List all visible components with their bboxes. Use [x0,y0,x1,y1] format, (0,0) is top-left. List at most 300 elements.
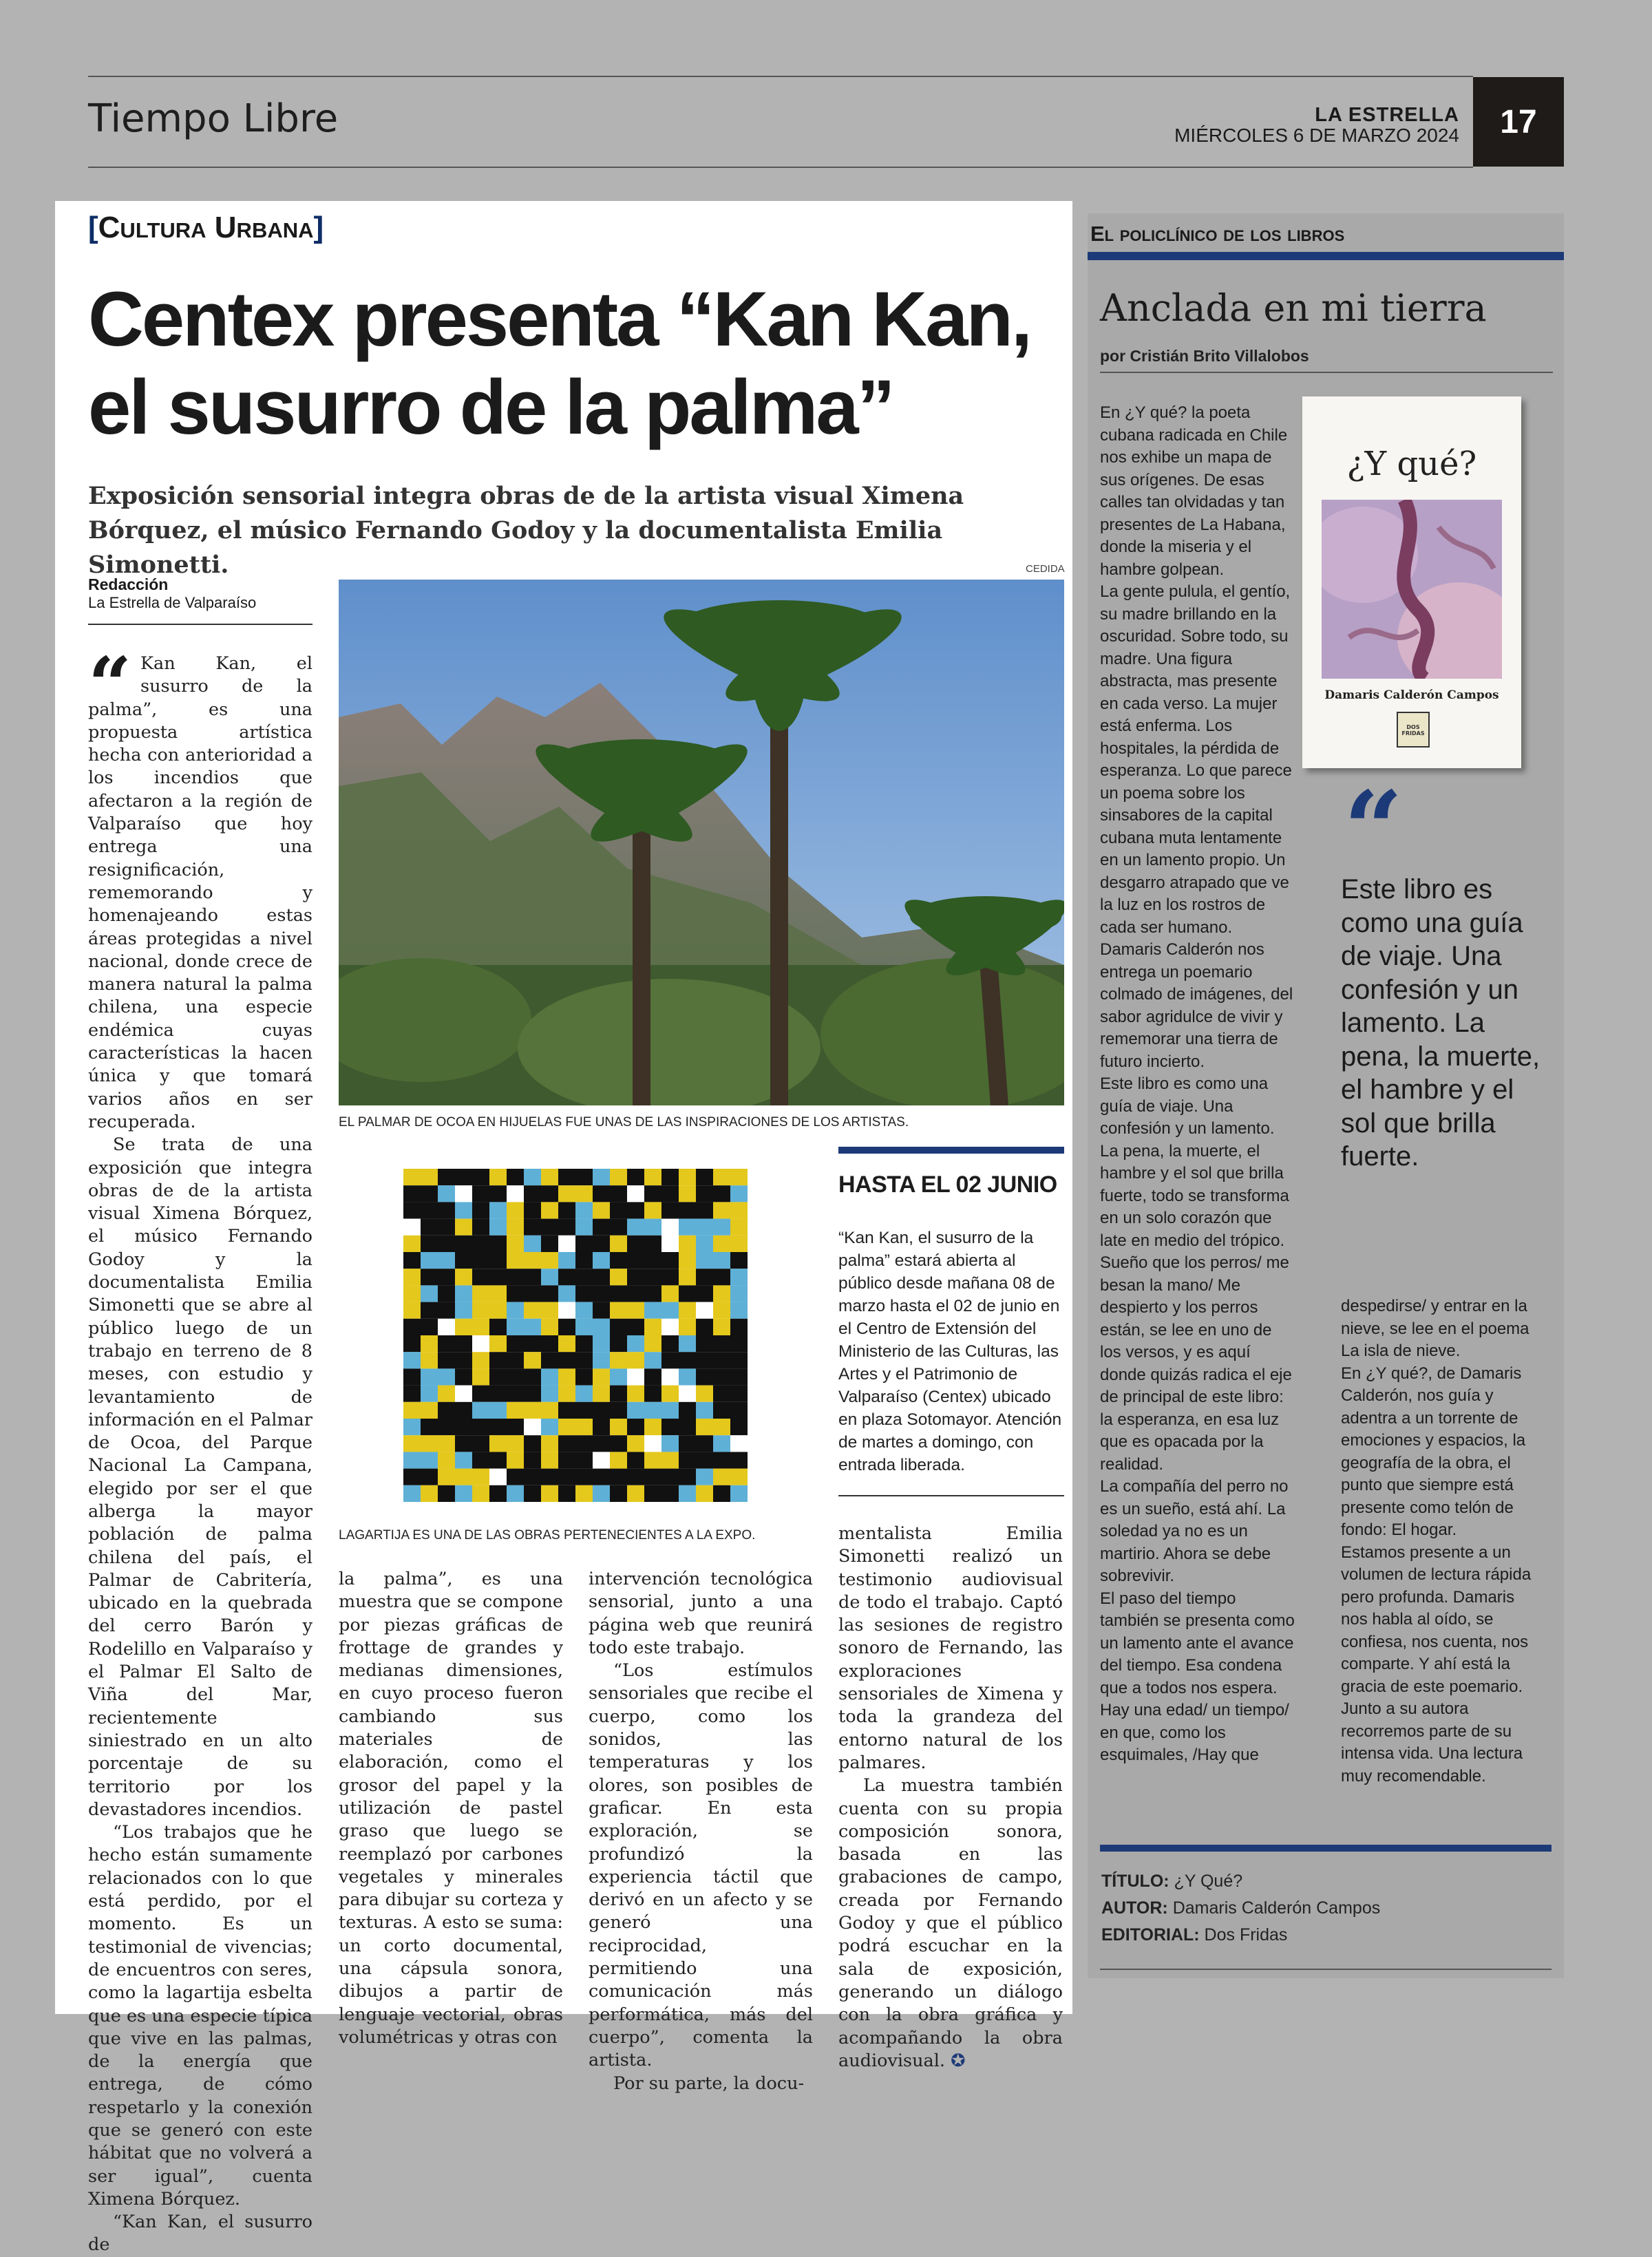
artwork-cell [575,1335,593,1352]
artwork-cell [507,1386,524,1402]
artwork-cell [679,1285,696,1302]
artwork-cell [438,1386,455,1402]
artwork-cell [679,1452,696,1468]
artwork-cell [438,1185,455,1202]
sidebar-byline: por Cristián Brito Villalobos [1100,347,1309,365]
artwork-cell [489,1485,507,1502]
artwork-cell [541,1368,558,1385]
artwork-cell [679,1335,696,1352]
artwork-cell [421,1202,438,1218]
pull-quote-mark-icon: “ [1344,769,1404,890]
artwork-cell [403,1386,421,1402]
artwork-cell [644,1252,661,1269]
artwork-cell [558,1352,575,1368]
artwork-cell [593,1402,610,1419]
artwork-cell [558,1319,575,1335]
artwork-cell [679,1185,696,1202]
artwork-cell [713,1368,730,1385]
artwork-cell [541,1285,558,1302]
artwork-cell [507,1202,524,1218]
artwork-cell [696,1302,713,1319]
artwork-cell [489,1269,507,1285]
artwork-cell [661,1319,679,1335]
artwork-cell [507,1252,524,1269]
artwork-cell [627,1236,644,1252]
artwork-cell [661,1269,679,1285]
artwork-cell [661,1335,679,1352]
artwork-cell [696,1269,713,1285]
header-top-rule [88,76,1473,77]
artwork-cell [610,1402,627,1419]
artwork-cell [593,1236,610,1252]
artwork-cell [730,1252,748,1269]
header-bottom-rule [88,167,1473,168]
artwork-cell [472,1368,489,1385]
artwork-cell [524,1402,541,1419]
lagartija-artwork [403,1169,748,1502]
artwork-cell [730,1319,748,1335]
section-title: Tiempo Libre [88,96,339,141]
artwork-cell [489,1236,507,1252]
artwork-cell [524,1452,541,1468]
artwork-cell [610,1269,627,1285]
artwork-cell [661,1419,679,1435]
artwork-cell [679,1419,696,1435]
artwork-cell [403,1402,421,1419]
artwork-cell [644,1202,661,1218]
artwork-cell [627,1269,644,1285]
artwork-cell [713,1485,730,1502]
artwork-cell [403,1452,421,1468]
artwork-cell [593,1452,610,1468]
artwork-cell [455,1252,472,1269]
artwork-cell [438,1335,455,1352]
artwork-cell [472,1452,489,1468]
artwork-cell [679,1485,696,1502]
sidebar-column-1: En ¿Y qué? la poeta cubana radicada en Chile nos exhibe un mapa de sus orígenes. De esas calles tan olvidadas y tan presentes de La Habana, donde la miseria y el hambre golpean. La gente pulula, el gentío, su madre brillando en la oscuridad. Sobre todo, su madre. Una figura abstracta, mas presente en cada verso. La mujer está enferma. Los hospitales, la pérdida de esperanza. Lo que parece un poema sobre los sinsabores de la capital cubana muta lentamente en un lamento propio. Un desgarro atrapado que ve la luz en los rostros de cada ser humano. Damaris Calderón nos entrega un poemario colmado de imágenes, del sabor agridulce de vivir y rememorar una tierra de futuro incierto. Este libro es como una guía de viaje. Una confesión y un lamento. La pena, la muerte, el hambre y el sol que brilla fuerte, todo se transforma en un solo corazón que late en medio del trópico. Sueño que los perros/ me besan la mano/ Me despierto y los perros están, se lee en uno de los versos, y es aquí donde quizás radica el eje de principal de este libro: la esperanza, en esa luz que es opacada por la realidad. La compañía del perro no es un sueño, está ahí. La soledad ya no es un martirio. Ahora se debe sobrevivir. El paso del tiempo también se presenta como un lamento ante el avance del tiempo. Esa condena que a todos nos espera. Hay una edad/ un tiempo/ en que, como los esquimales, /Hay que [1100,403,1295,1764]
artwork-cell [575,1185,593,1202]
artwork-cell [558,1285,575,1302]
artwork-cell [507,1219,524,1236]
artwork-cell [696,1185,713,1202]
artwork-cell [661,1185,679,1202]
artwork-cell [730,1386,748,1402]
artwork-cell [575,1302,593,1319]
masthead [1174,105,1459,146]
artwork-cell [644,1302,661,1319]
artwork-cell [507,1169,524,1185]
artwork-cell [524,1319,541,1335]
artwork-cell [455,1435,472,1452]
artwork-cell [610,1252,627,1269]
artwork-cell [541,1302,558,1319]
artwork-cell [438,1269,455,1285]
artwork-cell [627,1452,644,1468]
artwork-cell [644,1402,661,1419]
artwork-cell [593,1419,610,1435]
sidebar-section-label: El policlínico de los libros [1090,222,1345,246]
artwork-cell [593,1386,610,1402]
artwork-cell [610,1219,627,1236]
artwork-cell [472,1402,489,1419]
artwork-cell [403,1469,421,1485]
artwork-cell [730,1169,748,1185]
artwork-cell [696,1252,713,1269]
sidebar-column-2: despedirse/ y entrar en la nieve, se lee en el poema La isla de nieve. En ¿Y qué?, de Damaris Calderón, nos guía y adentra a un torrente de emociones y espacios, la geografía de la obra, el punto que siempre está presente como telón de fondo: El hogar. Estamos presente a un volumen de lectura rápida pero profunda. Damaris nos habla al oído, se confiesa, nos cuenta, nos comparte. Y ahí está la gracia de este poemario. Junto a su autora recorremos parte de su intensa vida. Una lectura muy recomendable. [1341,1297,1532,1786]
artwork-cell [455,1319,472,1335]
artwork-cell [438,1419,455,1435]
artwork-cell [541,1469,558,1485]
artwork-cell [696,1402,713,1419]
artwork-cell [575,1352,593,1368]
artwork-cell [696,1285,713,1302]
artwork-cell [575,1435,593,1452]
artwork-cell [489,1352,507,1368]
artwork-cell [696,1202,713,1218]
artwork-cell [610,1368,627,1385]
artwork-cell [455,1368,472,1385]
artwork-cell [421,1219,438,1236]
sidebar-bottom-rule [1100,1969,1552,1970]
artwork-cell [679,1386,696,1402]
artwork-cell [730,1185,748,1202]
artwork-cell [696,1469,713,1485]
artwork-cell [455,1452,472,1468]
photo-credit: CEDIDA [1026,563,1065,575]
artwork-cell [696,1368,713,1385]
artwork-cell [713,1319,730,1335]
artwork-cell [455,1236,472,1252]
artwork-cell [472,1269,489,1285]
artwork-cell [627,1169,644,1185]
artwork-cell [575,1269,593,1285]
artwork-cell [627,1285,644,1302]
artwork-cell [730,1452,748,1468]
artwork-cell [524,1335,541,1352]
artwork-cell [403,1285,421,1302]
artwork-cell [575,1236,593,1252]
artwork-cell [575,1469,593,1485]
pull-quote: Este libro es como una guía de viaje. Una confesión y un lamento. La pena, la muerte, el hambre y el sol que brilla fuerte. [1341,874,1540,1172]
artwork-cell [593,1285,610,1302]
artwork-cell [661,1302,679,1319]
artwork-cell [644,1269,661,1285]
artwork-cell [593,1219,610,1236]
artwork-cell [558,1368,575,1385]
artwork-cell [593,1185,610,1202]
artwork-cell [593,1368,610,1385]
article-column-1: Kan Kan, el susurro de la palma”, es una propuesta artística hecha con anterioridad a los incendios que afectaron a la región de Valparaíso que hoy entrega una resignificación, rememorando y homenajeando estas áreas protegidas a nivel nacional, donde crece de manera natural la palma chilena, una especie endémica cuyas características la hacen única y que tomará varios años en ser recuperada. Se trata de una exposición que integra obras de de la artista visual Ximena Bórquez, el músico Fernando Godoy y la documentalista Emilia Simonetti que se abre al público luego de un trabajo en terreno de 8 meses, con estudio y levantamiento de información en el Palmar de Ocoa, del Parque Nacional La Campana, elegido por ser el que alberga la mayor población de palma chilena del país, el Palmar de Cabritería, ubicado en la quebrada del cerro Barón y Rodelillo en Valparaíso y el Palmar El Salto de Viña del Mar, recientemente siniestrado en un alto porcentaje de su territorio por los devastadores incendios. “Los trabajos que he hecho están sumamente relacionados con lo que está perdido, por el momento. Es un testimonial de vivencias; de encuentros con seres, como la lagartija esbelta que es una especie típica que vive en las palmas, de la energía que entrega, de cómo respetarlo y la conexión que se generó con este hábitat que no volverá a ser igual”, cuenta Ximena Bórquez. “Kan Kan, el susurro de [88,653,313,2256]
artwork-cell [627,1352,644,1368]
book-details: TÍTULO: ¿Y Qué? AUTOR: Damaris Calderón Campos EDITORIAL: Dos Fridas [1101,1872,1381,1945]
artwork-cell [627,1252,644,1269]
artwork-cell [541,1386,558,1402]
artwork-cell [541,1236,558,1252]
artwork-cell [438,1485,455,1502]
sidebar-byline-rule [1100,372,1553,373]
artwork-caption: LAGARTIJA ES UNA DE LAS OBRAS PERTENECIENTES A LA EXPO. [339,1528,756,1543]
artwork-cell [610,1469,627,1485]
artwork-cell [489,1185,507,1202]
artwork-cell [575,1419,593,1435]
article-column-4: mentalista Emilia Simonetti realizó un testimonio audiovisual de todo el trabajo. Captó las sesiones de registro sonoro de Fernando, las exploraciones sensoriales de Ximena y toda la grandeza del entorno natural de los palmares. La muestra también cuenta con su propia composición sonora, basada en las grabaciones de campo, creada por Fernando Godoy y que el público podrá escuchar en la sala de exposición, generando un diálogo con la obra gráfica y acompañando la obra audiovisual. ✪ [838,1523,1063,2071]
artwork-cell [627,1302,644,1319]
artwork-cell [403,1185,421,1202]
artwork-cell [455,1485,472,1502]
artwork-cell [558,1236,575,1252]
artwork-cell [421,1419,438,1435]
artwork-cell [661,1469,679,1485]
artwork-cell [730,1269,748,1285]
artwork-cell [541,1219,558,1236]
artwork-cell [730,1335,748,1352]
artwork-cell [644,1368,661,1385]
artwork-cell [713,1169,730,1185]
artwork-cell [730,1302,748,1319]
artwork-cell [558,1419,575,1435]
artwork-cell [713,1419,730,1435]
artwork-cell [472,1285,489,1302]
artwork-cell [730,1368,748,1385]
artwork-cell [438,1236,455,1252]
artwork-cell [644,1452,661,1468]
artwork-cell [421,1485,438,1502]
artwork-cell [610,1236,627,1252]
artwork-cell [524,1435,541,1452]
artwork-cell [541,1352,558,1368]
newspaper-name: LA ESTRELLA [1315,104,1459,126]
photo-caption: EL PALMAR DE OCOA EN HIJUELAS FUE UNAS DE LAS INSPIRACIONES DE LOS ARTISTAS. [339,1115,909,1130]
artwork-cell [627,1419,644,1435]
article-column-2: la palma”, es una muestra que se compone por piezas gráficas de frottage de grandes y medianas dimensiones, en cuyo proceso fueron cambiando sus materiales de elaboración, como el grosor del papel y la utilización de pastel graso que luego se reemplazó por carbones vegetales y minerales para dibujar su corteza y texturas. A esto se suma: un corto documental, una cápsula sonora, dibujos a partir de lenguaje vectorial, obras volumétricas y otras con [339,1569,563,2048]
artwork-cell [403,1485,421,1502]
artwork-cell [403,1169,421,1185]
artwork-cell [644,1485,661,1502]
artwork-cell [610,1202,627,1218]
artwork-cell [524,1469,541,1485]
artwork-cell [403,1435,421,1452]
artwork-cell [679,1435,696,1452]
artwork-cell [507,1352,524,1368]
artwork-cell [713,1386,730,1402]
artwork-cell [472,1435,489,1452]
artwork-cell [593,1269,610,1285]
article-byline: Redacción La Estrella de Valparaíso [88,575,257,611]
artwork-cell [679,1236,696,1252]
page-number: 17 [1473,77,1564,167]
artwork-cell [472,1169,489,1185]
artwork-cell [489,1435,507,1452]
artwork-cell [403,1319,421,1335]
artwork-cell [541,1319,558,1335]
artwork-cell [713,1185,730,1202]
artwork-cell [421,1435,438,1452]
artwork-cell [507,1485,524,1502]
artwork-cell [524,1269,541,1285]
artwork-cell [541,1335,558,1352]
artwork-cell [627,1335,644,1352]
artwork-cell [524,1185,541,1202]
artwork-cell [610,1435,627,1452]
artwork-cell [558,1219,575,1236]
artwork-cell [558,1469,575,1485]
artwork-cell [661,1252,679,1269]
artwork-cell [438,1402,455,1419]
artwork-cell [489,1335,507,1352]
artwork-cell [679,1252,696,1269]
artwork-cell [541,1202,558,1218]
artwork-cell [438,1469,455,1485]
artwork-cell [489,1402,507,1419]
artwork-cell [593,1302,610,1319]
artwork-cell [661,1368,679,1385]
artwork-cell [541,1169,558,1185]
artwork-cell [713,1252,730,1269]
artwork-cell [541,1452,558,1468]
artwork-cell [713,1236,730,1252]
article-kicker: [Cultura Urbana] [88,211,324,244]
artwork-cell [644,1386,661,1402]
artwork-cell [403,1252,421,1269]
artwork-cell [489,1285,507,1302]
artwork-cell [610,1169,627,1185]
artwork-cell [438,1285,455,1302]
artwork-cell [679,1319,696,1335]
artwork-cell [455,1285,472,1302]
artwork-cell [524,1236,541,1252]
artwork-cell [472,1485,489,1502]
artwork-cell [644,1435,661,1452]
artwork-cell [507,1236,524,1252]
artwork-cell [575,1402,593,1419]
artwork-cell [507,1269,524,1285]
artwork-cell [403,1202,421,1218]
artwork-cell [421,1269,438,1285]
artwork-cell [575,1202,593,1218]
artwork-cell [489,1252,507,1269]
artwork-cell [713,1452,730,1468]
artwork-cell [421,1302,438,1319]
artwork-cell [713,1352,730,1368]
artwork-cell [455,1302,472,1319]
artwork-cell [679,1169,696,1185]
artwork-cell [627,1368,644,1385]
artwork-cell [472,1252,489,1269]
artwork-cell [679,1352,696,1368]
artwork-cell [455,1386,472,1402]
sidebar-title: Anclada en mi tierra [1100,286,1487,330]
article-headline: Centex presenta “Kan Kan, el susurro de la palma” [88,276,1030,450]
artwork-cell [610,1419,627,1435]
artwork-cell [575,1319,593,1335]
artwork-cell [541,1419,558,1435]
artwork-cell [455,1269,472,1285]
artwork-cell [438,1252,455,1269]
artwork-cell [713,1269,730,1285]
artwork-cell [438,1368,455,1385]
artwork-cell [438,1435,455,1452]
artwork-cell [438,1352,455,1368]
artwork-cell [541,1402,558,1419]
artwork-cell [403,1269,421,1285]
artwork-cell [575,1452,593,1468]
artwork-cell [455,1219,472,1236]
artwork-cell [661,1219,679,1236]
artwork-cell [558,1435,575,1452]
sidebar-top-rule [1088,252,1564,260]
artwork-cell [507,1368,524,1385]
artwork-cell [524,1219,541,1236]
artwork-cell [489,1319,507,1335]
artwork-cell [713,1435,730,1452]
artwork-cell [507,1435,524,1452]
artwork-cell [696,1319,713,1335]
artwork-cell [524,1169,541,1185]
artwork-cell [730,1485,748,1502]
artwork-cell [507,1319,524,1335]
artwork-cell [696,1419,713,1435]
artwork-cell [713,1202,730,1218]
artwork-cell [713,1402,730,1419]
artwork-cell [627,1319,644,1335]
artwork-cell [696,1219,713,1236]
artwork-cell [679,1302,696,1319]
artwork-cell [507,1335,524,1352]
artwork-cell [489,1202,507,1218]
artwork-cell [593,1352,610,1368]
artwork-cell [661,1352,679,1368]
artwork-cell [507,1285,524,1302]
artwork-cell [472,1352,489,1368]
artwork-cell [558,1452,575,1468]
artwork-cell [575,1285,593,1302]
artwork-cell [403,1219,421,1236]
end-mark-icon: ✪ [951,2050,966,2071]
artwork-cell [575,1219,593,1236]
artwork-cell [730,1402,748,1419]
artwork-cell [593,1169,610,1185]
artwork-cell [661,1435,679,1452]
artwork-cell [421,1368,438,1385]
artwork-cell [730,1435,748,1452]
artwork-cell [644,1419,661,1435]
artwork-cell [610,1386,627,1402]
artwork-cell [558,1386,575,1402]
artwork-cell [558,1252,575,1269]
artwork-cell [696,1386,713,1402]
artwork-cell [489,1386,507,1402]
artwork-cell [661,1402,679,1419]
artwork-cell [507,1419,524,1435]
artwork-cell [644,1169,661,1185]
artwork-cell [730,1202,748,1218]
artwork-cell [421,1185,438,1202]
artwork-cell [679,1219,696,1236]
artwork-cell [403,1368,421,1385]
artwork-cell [438,1319,455,1335]
artwork-cell [507,1185,524,1202]
artwork-cell [627,1202,644,1218]
artwork-cell [455,1419,472,1435]
artwork-cell [644,1185,661,1202]
artwork-cell [730,1469,748,1485]
artwork-cell [558,1302,575,1319]
artwork-cell [558,1269,575,1285]
artwork-cell [610,1185,627,1202]
artwork-cell [713,1335,730,1352]
artwork-cell [541,1485,558,1502]
artwork-cell [472,1386,489,1402]
